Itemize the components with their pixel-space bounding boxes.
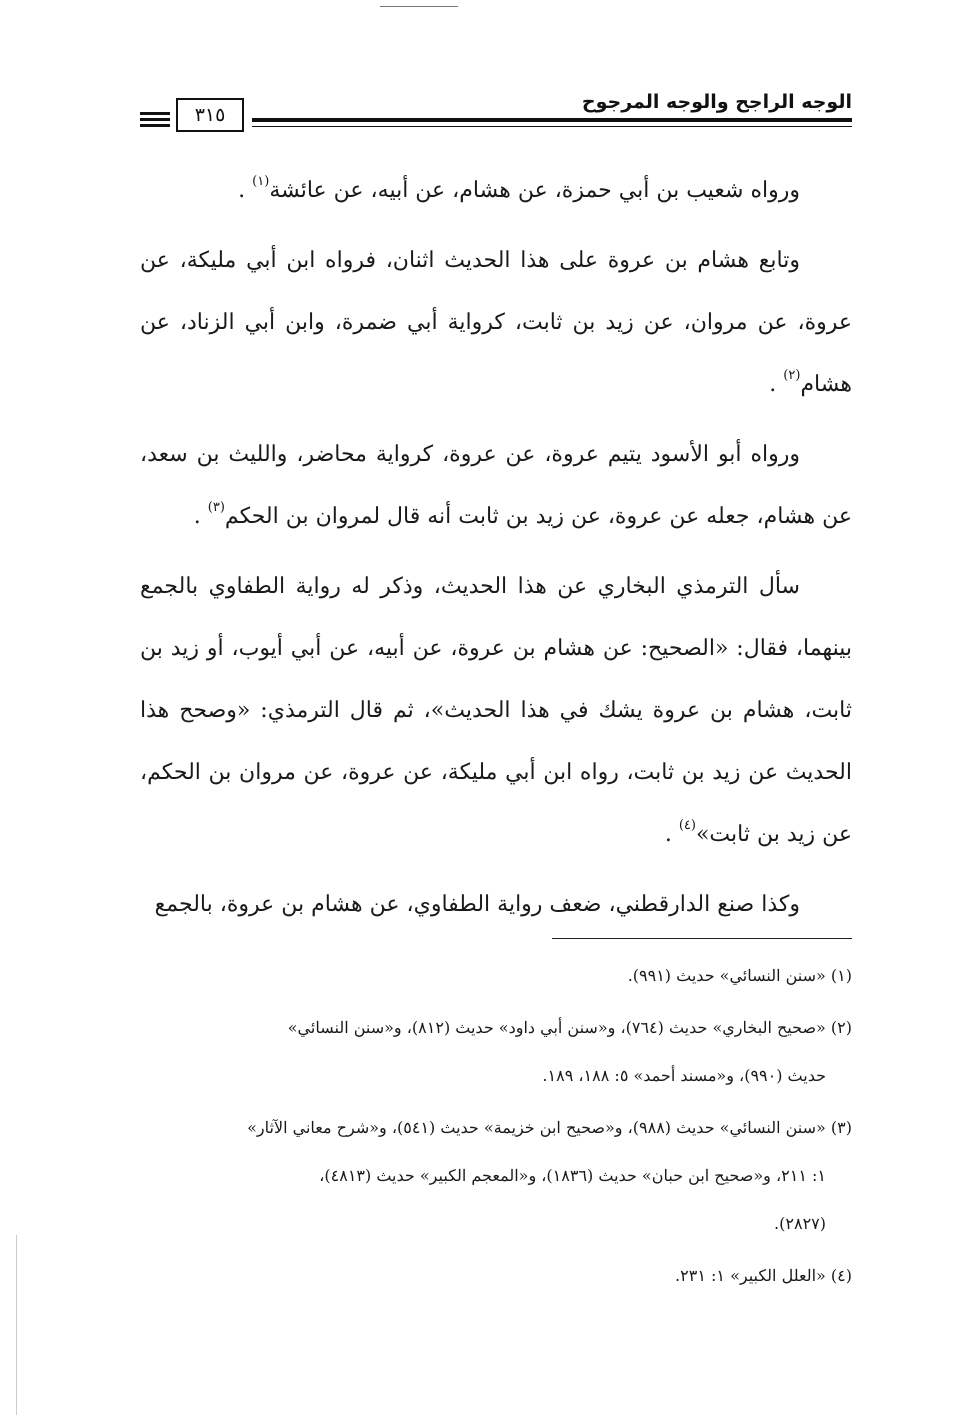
period: . xyxy=(664,822,672,847)
period: . xyxy=(769,372,777,397)
paragraph xyxy=(140,874,852,936)
footnote xyxy=(140,1104,852,1248)
running-title: الوجه الراجح والوجه المرجوح xyxy=(581,91,852,113)
header-rule-thick xyxy=(252,118,852,122)
footnotes xyxy=(140,952,852,1304)
paragraph xyxy=(140,230,852,416)
footnote-line: (٣) «سنن النسائي» حديث (٩٨٨)، و«صحيح ابن خزيمة» حديث (٥٤١)، و«شرح معاني الآثار» xyxy=(247,1118,852,1137)
period: . xyxy=(238,178,246,203)
footnote-line: (٢) «صحيح البخاري» حديث (٧٦٤)، و«سنن أبي داود» حديث (٨١٢)، و«سنن النسائي» xyxy=(287,1018,852,1037)
paragraph xyxy=(140,556,852,866)
footnote-ref[interactable]: (١) xyxy=(252,174,270,189)
footnote: (٤) «العلل الكبير» ١: ٢٣١. xyxy=(675,1266,852,1285)
footnote: (١) «سنن النسائي» حديث (٩٩١). xyxy=(627,966,852,985)
main-text xyxy=(140,160,852,944)
footnote-separator xyxy=(552,938,852,939)
footnote-line: (٢٨٢٧). xyxy=(774,1214,826,1233)
footnote-ref[interactable]: (٢) xyxy=(783,368,801,383)
top-edge-line xyxy=(380,6,458,7)
paragraph xyxy=(140,424,852,548)
period: . xyxy=(193,504,201,529)
page-header xyxy=(140,88,852,150)
header-ornament xyxy=(140,112,170,115)
margin-line xyxy=(16,1235,17,1415)
header-ornament xyxy=(140,118,170,121)
paragraph-text: سأل الترمذي البخاري عن هذا الحديث، وذكر له رواية الطفاوي بالجمع بينهما، فقال: «الصحيح: عن هشام بن عروة، عن أبيه، عن أبي أيوب، أو زيد بن ثابت، هشام بن عروة يشك في هذا الحديث»، ثم قال الترمذي: «وصحح هذا الحديث عن زيد بن ثابت، رواه ابن أبي مليكة، عن عروة، عن مروان بن الحكم، عن زيد بن ثابت» xyxy=(140,574,852,847)
header-rule-thin xyxy=(252,126,852,127)
footnote-ref[interactable]: (٤) xyxy=(678,818,696,833)
paragraph-text: ورواه شعيب بن أبي حمزة، عن هشام، عن أبيه، عن عائشة xyxy=(269,178,800,203)
paragraph xyxy=(140,160,852,222)
footnote-line: ١: ٢١١، و«صحيح ابن حبان» حديث (١٨٣٦)، و«المعجم الكبير» حديث (٤٨١٣)، xyxy=(319,1166,826,1185)
paragraph-text: ورواه أبو الأسود يتيم عروة، عن عروة، كرواية محاضر، والليث بن سعد، عن هشام، جعله عن عروة، عن زيد بن ثابت أنه قال لمروان بن الحكم xyxy=(140,442,852,529)
paragraph-text: وتابع هشام بن عروة على هذا الحديث اثنان، فرواه ابن أبي مليكة، عن عروة، عن مروان، عن زيد بن ثابت، كرواية أبي ضمرة، وابن أبي الزناد، عن هشام xyxy=(140,248,852,397)
paragraph-text: وكذا صنع الدارقطني، ضعف رواية الطفاوي، عن هشام بن عروة، بالجمع xyxy=(154,892,800,917)
header-ornament xyxy=(140,124,170,127)
footnote-line: حديث (٩٩٠)، و«مسند أحمد» ٥: ١٨٨، ١٨٩. xyxy=(542,1066,826,1085)
page-number: ٣١٥ xyxy=(176,98,244,132)
footnote-ref[interactable]: (٣) xyxy=(207,500,225,515)
footnote xyxy=(140,1004,852,1100)
